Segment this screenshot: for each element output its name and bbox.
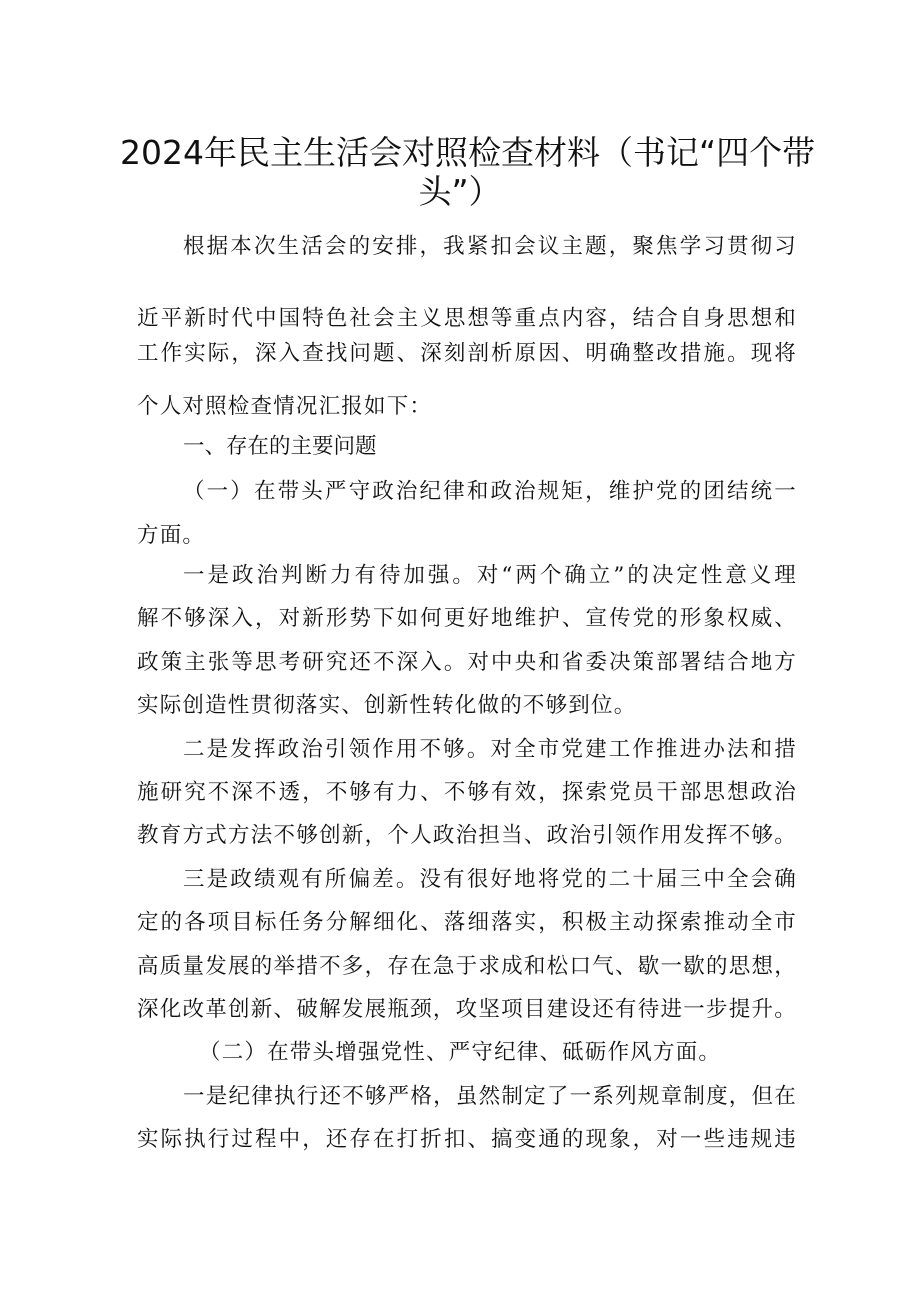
paragraph-line: 实际执行过程中，还存在打折扣、搞变通的现象，对一些违规违 [137, 1127, 797, 1152]
paragraph-line: 高质量发展的举措不多，存在急于求成和松口气、歇一歇的思想， [137, 954, 797, 979]
paragraph-line: 根据本次生活会的安排，我紧扣会议主题，聚焦学习贯彻习 [183, 234, 797, 259]
paragraph-line: （二）在带头增强党性、严守纪律、砥砺作风方面。 [199, 1040, 722, 1065]
paragraph-line: 教育方式方法不够创新，个人政治担当、政治引领作用发挥不够。 [137, 823, 797, 848]
section-heading: 一、存在的主要问题 [183, 434, 377, 459]
paragraph-line: 实际创造性贯彻落实、创新性转化做的不够到位。 [137, 693, 637, 718]
paragraph-line: 工作实际，深入查找问题、深刻剖析原因、明确整改措施。现将 [137, 341, 797, 366]
paragraph-line: 一是纪律执行还不够严格，虽然制定了一系列规章制度，但在 [183, 1084, 797, 1109]
document-title-line-2: 头”） [418, 172, 502, 211]
paragraph-line: 个人对照检查情况汇报如下： [137, 394, 433, 419]
paragraph-line: 深化改革创新、破解发展瓶颈，攻坚项目建设还有待进一步提升。 [137, 997, 797, 1022]
paragraph-line: 一是政治判断力有待加强。对“两个确立”的决定性意义理 [183, 563, 797, 588]
paragraph-line: 政策主张等思考研究还不深入。对中央和省委决策部署结合地方 [137, 650, 797, 675]
document-title-line-1: 2024年民主生活会对照检查材料（书记“四个带 [120, 133, 816, 172]
paragraph-line: 近平新时代中国特色社会主义思想等重点内容，结合自身思想和 [137, 306, 797, 331]
paragraph-line: 三是政绩观有所偏差。没有很好地将党的二十届三中全会确 [183, 867, 797, 892]
paragraph-line: 施研究不深不透，不够有力、不够有效，探索党员干部思想政治 [137, 780, 797, 805]
paragraph-line: 解不够深入，对新形势下如何更好地维护、宣传党的形象权威、 [137, 606, 797, 631]
paragraph-line: 二是发挥政治引领作用不够。对全市党建工作推进办法和措 [183, 737, 797, 762]
paragraph-line: （一）在带头严守政治纪律和政治规矩，维护党的团结统一 [183, 479, 797, 504]
paragraph-line: 定的各项目标任务分解细化、落细落实，积极主动探索推动全市 [137, 910, 797, 935]
paragraph-line: 方面。 [137, 523, 206, 548]
